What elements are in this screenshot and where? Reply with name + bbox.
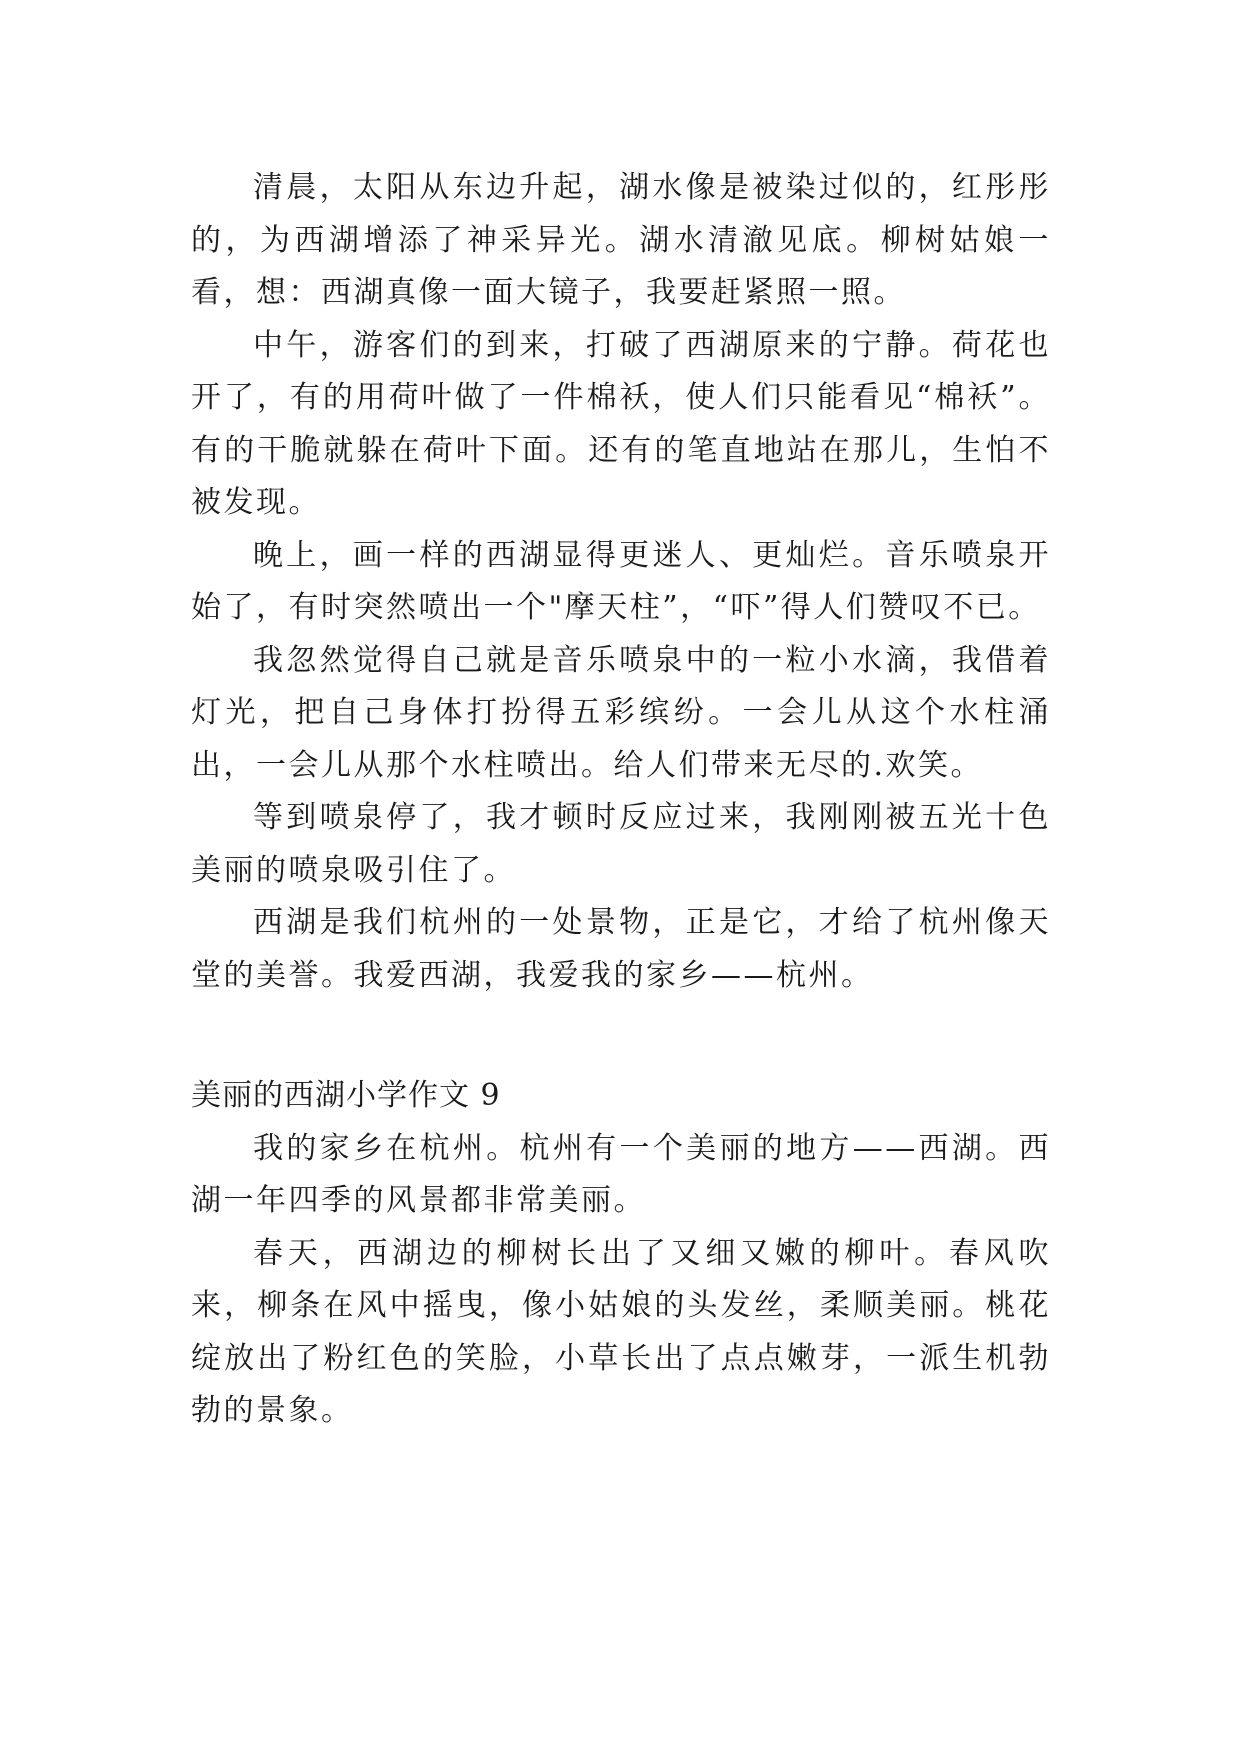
paragraph-conclusion: 西湖是我们杭州的一处景物，正是它，才给了杭州像天堂的美誉。我爱西湖，我爱我的家乡——杭州。 bbox=[191, 905, 1051, 993]
document-body bbox=[191, 162, 1051, 1438]
paragraph-evening: 晚上，画一样的西湖显得更迷人、更灿烂。音乐喷泉开始了，有时突然喷出一个"摩天柱”，“吓”得人们赞叹不已。 bbox=[191, 537, 1051, 625]
paragraph-spring: 春天，西湖边的柳树长出了又细又嫩的柳叶。春风吹来，柳条在风中摇曳，像小姑娘的头发丝，柔顺美丽。桃花绽放出了粉红色的笑脸，小草长出了点点嫩芽，一派生机勃勃的景象。 bbox=[191, 1235, 1051, 1428]
paragraph-water-drop: 我忽然觉得自己就是音乐喷泉中的一粒小水滴，我借着灯光，把自己身体打扮得五彩缤纷。一会儿从这个水柱涌出，一会儿从那个水柱喷出。给人们带来无尽的.欢笑。 bbox=[191, 642, 1051, 783]
paragraph-noon: 中午，游客们的到来，打破了西湖原来的宁静。荷花也开了，有的用荷叶做了一件棉袄，使人们只能看见“棉袄”。有的干脆就躲在荷叶下面。还有的笔直地站在那儿，生怕不被发现。 bbox=[191, 327, 1051, 520]
paragraph-morning: 清晨，太阳从东边升起，湖水像是被染过似的，红彤彤的，为西湖增添了神采异光。湖水清澈见底。柳树姑娘一看，想：西湖真像一面大镜子，我要赶紧照一照。 bbox=[191, 170, 1051, 310]
paragraph-intro: 我的家乡在杭州。杭州有一个美丽的地方——西湖。西湖一年四季的风景都非常美丽。 bbox=[191, 1130, 1051, 1218]
paragraph-fountain-stop: 等到喷泉停了，我才顿时反应过来，我刚刚被五光十色美丽的喷泉吸引住了。 bbox=[191, 800, 1051, 888]
section-title: 美丽的西湖小学作文 9 bbox=[191, 1078, 501, 1113]
